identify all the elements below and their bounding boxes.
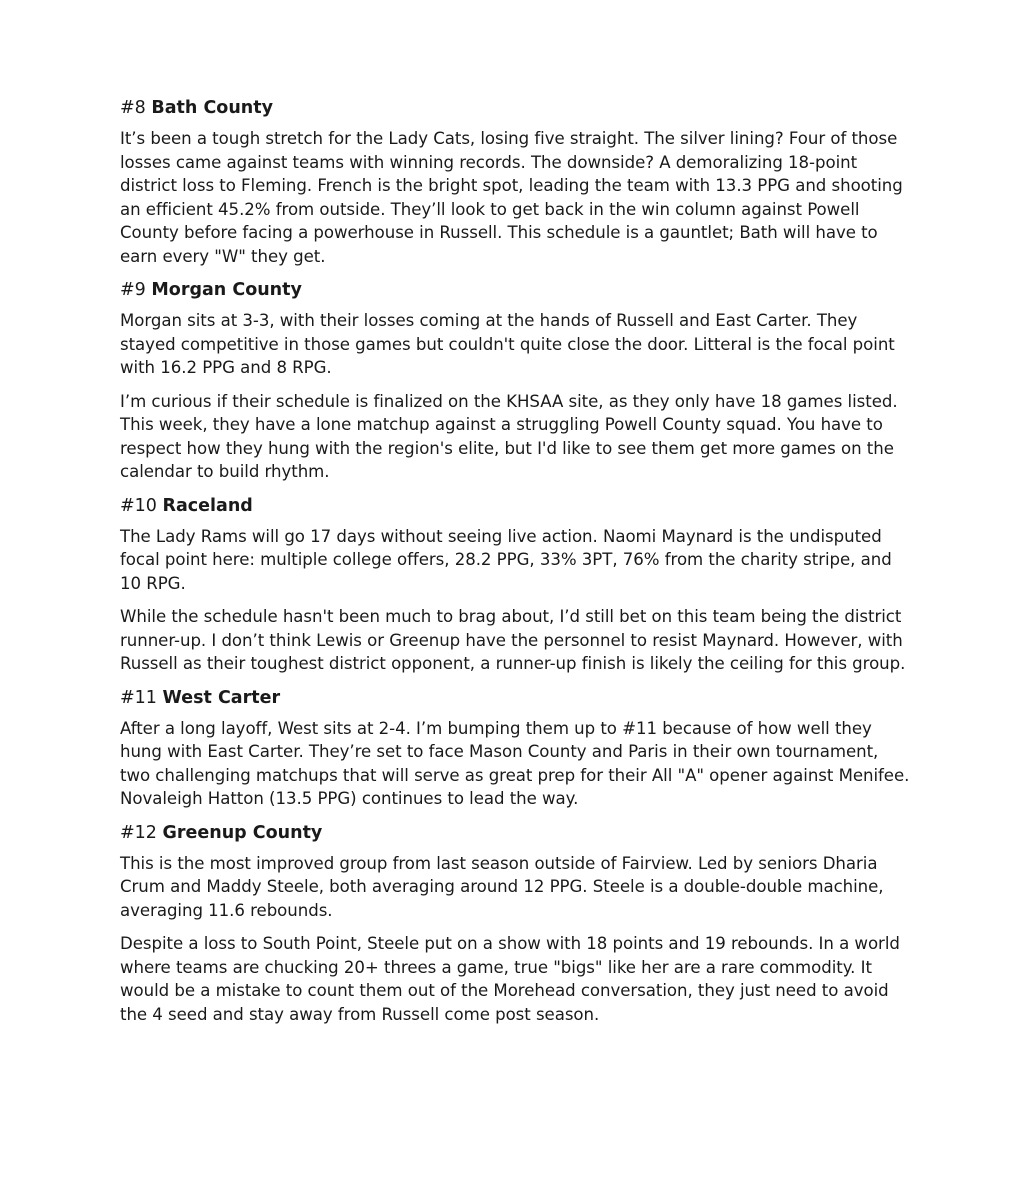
paragraph: Despite a loss to South Point, Steele put on a show with 18 points and 19 rebounds. In a world where teams are chucking 20+ threes a game, true "bigs" like her are a rare commodity. It would be a mistake to count them out of the Morehead conversation, they just need to avoid the 4 seed and stay away from Russell come post season. <box>120 934 900 1024</box>
paragraph: It’s been a tough stretch for the Lady Cats, losing five straight. The silver lining? Four of those losses came against teams with winning records. The downside? A demoralizing 18-point district loss to Fleming. French is the bright spot, leading the team with 13.3 PPG and shooting an efficient 45.2% from outside. They’ll look to get back in the win column against Powell County before facing a powerhouse in Russell. This schedule is a gauntlet; Bath will have to earn every "W" they get. <box>120 129 903 266</box>
section-heading <box>120 278 910 302</box>
rank-label: #11 <box>120 687 157 708</box>
team-name: Greenup County <box>162 822 323 843</box>
paragraph: After a long layoff, West sits at 2-4. I’m bumping them up to #11 because of how well they hung with East Carter. They’re set to face Mason County and Paris in their own tournament, two challenging matchups that will serve as great prep for their All "A" opener against Menifee. Novaleigh Hatton (13.5 PPG) continues to lead the way. <box>120 718 910 808</box>
rank-label: #12 <box>120 822 157 843</box>
document-page <box>120 96 910 1036</box>
section-heading <box>120 686 910 710</box>
section-morgan-county <box>120 278 910 484</box>
paragraph: I’m curious if their schedule is finalized on the KHSAA site, as they only have 18 games listed. This week, they have a lone matchup against a struggling Powell County squad. You have to respect how they hung with the region's elite, but I'd like to see them get more games on the calendar to build rhythm. <box>120 391 898 481</box>
paragraph: While the schedule hasn't been much to brag about, I’d still bet on this team being the district runner-up. I don’t think Lewis or Greenup have the personnel to resist Maynard. However, with Russell as their toughest district opponent, a runner-up finish is likely the ceiling for this group. <box>120 607 906 673</box>
section-raceland <box>120 494 910 676</box>
team-name: West Carter <box>162 687 281 708</box>
section-west-carter <box>120 686 910 811</box>
team-name: Morgan County <box>151 280 302 300</box>
rank-label: #8 <box>120 98 146 118</box>
rank-label: #10 <box>120 495 157 516</box>
section-bath-county <box>120 96 910 268</box>
team-name: Raceland <box>162 495 253 516</box>
team-name: Bath County <box>151 98 274 118</box>
section-heading <box>120 96 910 120</box>
paragraph: Morgan sits at 3-3, with their losses coming at the hands of Russell and East Carter. They stayed competitive in those games but couldn't quite close the door. Litteral is the focal point with 16.2 PPG and 8 RPG. <box>120 311 895 377</box>
section-heading <box>120 494 910 518</box>
rank-label: #9 <box>120 280 146 300</box>
section-heading <box>120 821 910 845</box>
paragraph: The Lady Rams will go 17 days without seeing live action. Naomi Maynard is the undisputed focal point here: multiple college offers, 28.2 PPG, 33% 3PT, 76% from the charity stripe, and 10 RPG. <box>120 526 892 593</box>
paragraph: This is the most improved group from last season outside of Fairview. Led by seniors Dharia Crum and Maddy Steele, both averaging around 12 PPG. Steele is a double-double machine, averaging 11.6 rebounds. <box>120 853 884 920</box>
section-greenup-county <box>120 821 910 1027</box>
